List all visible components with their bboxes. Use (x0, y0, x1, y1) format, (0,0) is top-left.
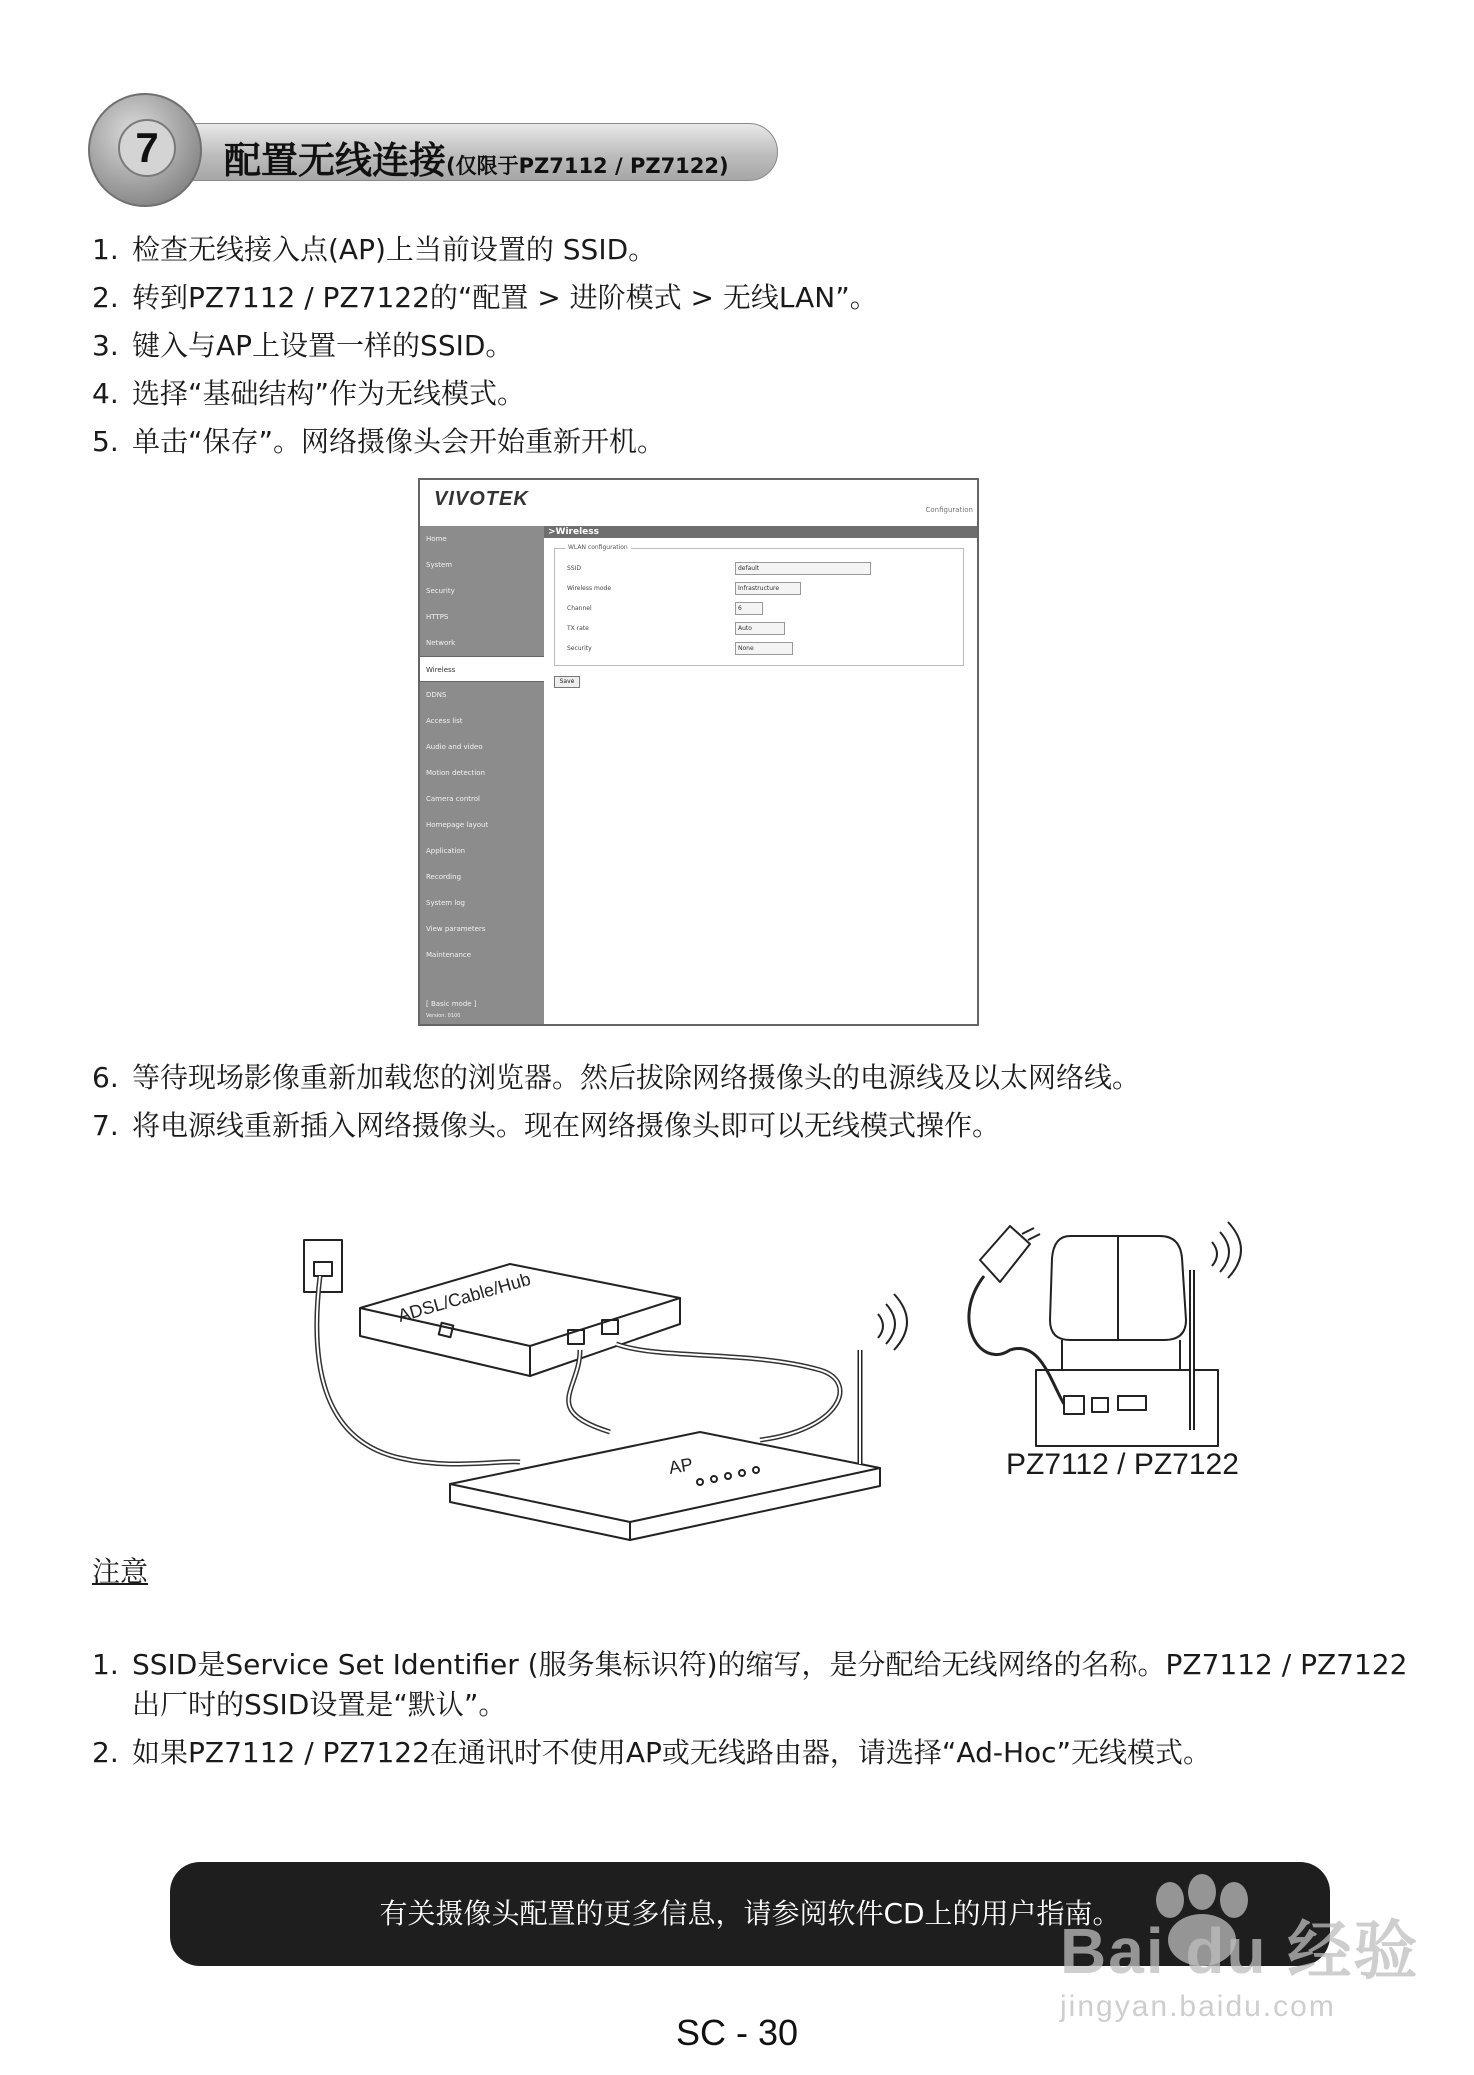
basic-mode-link[interactable]: [ Basic mode ] (426, 1000, 477, 1008)
sidebar-item-view-parameters[interactable]: View parameters (426, 925, 486, 933)
sidebar-item-network[interactable]: Network (426, 639, 456, 647)
ap-label: AP (667, 1454, 695, 1478)
sidebar-item-recording[interactable]: Recording (426, 873, 462, 881)
sidebar-item-system-log[interactable]: System log (426, 899, 465, 907)
fieldset-legend: WLAN configuration (565, 544, 631, 551)
note-item: 1. SSID是Service Set Identifier (服务集标识符)的缩写，是分配给无线网络的名称。PZ7112 / PZ7122出厂时的SSID设置是“默认”。 (92, 1648, 1408, 1721)
section-title-text: 配置无线连接 (224, 139, 446, 182)
step-item: 7. 将电源线重新插入网络摄像头。现在网络摄像头即可以无线模式操作。 (92, 1109, 1001, 1142)
wlan-fieldset (554, 544, 964, 666)
page-number: SC - 30 (675, 2012, 799, 2053)
save-button[interactable]: Save (554, 676, 580, 688)
sidebar-item-maintenance[interactable]: Maintenance (426, 951, 472, 959)
security-label: Security (567, 645, 592, 652)
step-item: 1. 检查无线接入点(AP)上当前设置的 SSID。 (92, 233, 657, 266)
wireless-mode-label: Wireless mode (567, 585, 612, 592)
sidebar-item-system[interactable]: System (426, 561, 453, 569)
watermark-brand: Bai du 经验 (1060, 1915, 1420, 1987)
tx-rate-label: TX rate (567, 625, 589, 632)
hub-label: ADSL/Cable/Hub (395, 1268, 533, 1326)
notes-list (92, 1645, 1412, 1781)
network-camera-icon (1036, 1222, 1241, 1446)
channel-label: Channel (567, 605, 592, 612)
sidebar-footer (420, 998, 477, 1022)
watermark-url: jingyan.baidu.com (1060, 1990, 1336, 2023)
step-item: 4. 选择“基础结构”作为无线模式。 (92, 377, 526, 410)
section-subtitle: (仅限于PZ7112 / PZ7122) (446, 154, 729, 178)
sidebar-item-motion-detection[interactable]: Motion detection (426, 769, 486, 777)
note-heading: 注意 (92, 1555, 149, 1588)
screenshot-sidebar (420, 526, 544, 1026)
step-item: 2. 转到PZ7112 / PZ7122的“配置 > 进阶模式 > 无线LAN”。 (92, 281, 878, 314)
sidebar-item-audio-video[interactable]: Audio and video (426, 743, 483, 751)
channel-select[interactable]: 6 (735, 602, 763, 615)
sidebar-item-application[interactable]: Application (426, 847, 466, 855)
steps-list (92, 226, 878, 466)
sidebar-item-homepage-layout[interactable]: Homepage layout (426, 821, 489, 829)
ssid-label: SSID (567, 565, 582, 572)
screenshot-header (420, 480, 977, 526)
step-item: 5. 单击“保存”。网络摄像头会开始重新开机。 (92, 425, 666, 458)
network-diagram (280, 1200, 1280, 1560)
page-title-bar: >Wireless (544, 526, 977, 538)
section-header (88, 88, 778, 208)
configuration-label: Configuration (925, 506, 973, 514)
screenshot-main (544, 526, 977, 1026)
version-text: Version: 0100 (426, 1013, 461, 1019)
tx-rate-select[interactable]: Auto (735, 622, 785, 635)
security-select[interactable]: None (735, 642, 793, 655)
camera-model-label: PZ7112 / PZ7122 (1006, 1448, 1239, 1481)
wireless-mode-select[interactable]: Infrastructure (735, 582, 801, 595)
sidebar-item-security[interactable]: Security (426, 587, 455, 595)
wireless-config-screenshot (418, 478, 979, 1026)
sidebar-item-ddns[interactable]: DDNS (426, 691, 447, 699)
step-item: 6. 等待现场影像重新加载您的浏览器。然后拔除网络摄像头的电源线及以太网络线。 (92, 1061, 1141, 1094)
sidebar-item-camera-control[interactable]: Camera control (426, 795, 480, 803)
sidebar-item-wireless[interactable]: Wireless (420, 656, 544, 682)
section-number: 7 (118, 119, 176, 177)
section-title (224, 130, 729, 184)
wall-jack-icon (304, 1240, 342, 1292)
steps-list-2 (92, 1054, 1140, 1150)
vivotek-logo: VIVOTEK (434, 488, 529, 510)
note-item: 2. 如果PZ7112 / PZ7122在通讯时不使用AP或无线路由器，请选择“Ad-Hoc”无线模式。 (92, 1736, 1212, 1769)
sidebar-item-home[interactable]: Home (426, 535, 447, 543)
access-point-icon (450, 1350, 880, 1540)
section-number-badge (88, 93, 202, 207)
info-banner: 有关摄像头配置的更多信息，请参阅软件CD上的用户指南。 (170, 1862, 1330, 1966)
sidebar-item-https[interactable]: HTTPS (426, 613, 449, 621)
sidebar-item-access-list[interactable]: Access list (426, 717, 463, 725)
ssid-input[interactable]: default (735, 562, 871, 575)
step-item: 3. 键入与AP上设置一样的SSID。 (92, 329, 514, 362)
